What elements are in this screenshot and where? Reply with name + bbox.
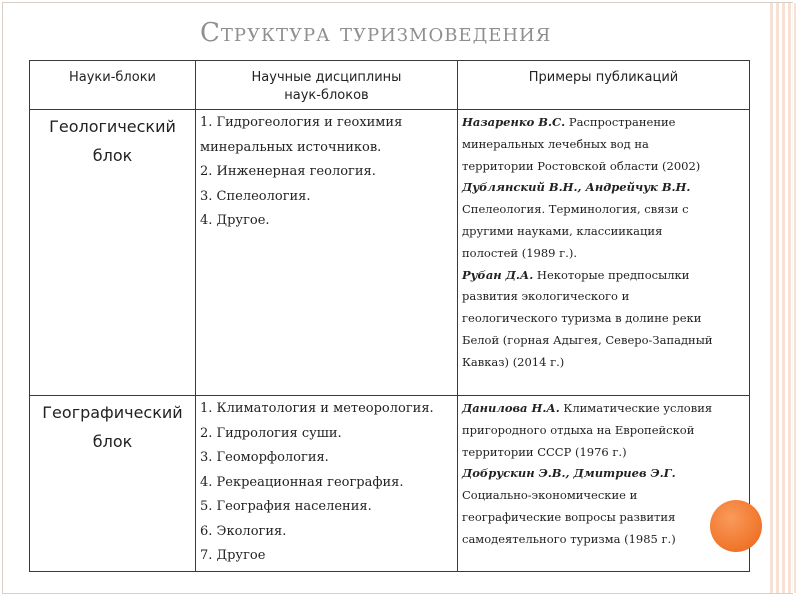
decorative-orange-circle bbox=[710, 500, 762, 552]
header-text: Научные дисциплины bbox=[251, 70, 402, 85]
header-text: Примеры публикаций bbox=[528, 70, 679, 85]
publication-text: Социально-экономические и bbox=[462, 488, 638, 503]
table-row-geographical bbox=[30, 396, 750, 572]
publication-text: территории СССР (1976 г.) bbox=[462, 444, 627, 459]
publication-text: геологического туризма в долине реки bbox=[462, 311, 702, 326]
discipline-item: 7. Другое bbox=[200, 548, 266, 563]
discipline-item: 3. Геоморфология. bbox=[200, 450, 329, 465]
publication-line bbox=[462, 243, 745, 265]
publication-author: Назаренко В.С. bbox=[462, 115, 566, 129]
publication-author: Рубан Д.А. bbox=[462, 267, 534, 282]
publication-text: Распространение bbox=[565, 115, 676, 129]
publication-line bbox=[462, 485, 745, 507]
discipline-item: 6. Экология. bbox=[200, 523, 287, 539]
discipline-item: 4. Рекреационная география. bbox=[200, 474, 404, 490]
publication-line bbox=[462, 286, 745, 308]
publication-line bbox=[462, 420, 745, 442]
publication-text: Спелеология. Терминология, связи с bbox=[462, 202, 689, 217]
publication-text: Климатические условия bbox=[559, 401, 713, 415]
block-name: Геологический bbox=[49, 117, 176, 136]
publication-text: Белой (горная Адыгея, Северо-Западный bbox=[462, 332, 713, 347]
publication-author: Дублянский В.Н., Андрейчук В.Н. bbox=[462, 180, 691, 195]
publication-author: Данилова Н.А. bbox=[462, 401, 560, 415]
table-row-geological bbox=[30, 110, 750, 396]
block-name: блок bbox=[92, 146, 133, 165]
publication-line bbox=[462, 156, 745, 178]
disciplines-cell bbox=[196, 110, 458, 396]
publication-line bbox=[462, 330, 745, 352]
publication-line bbox=[462, 134, 745, 156]
publication-text: развития экологического и bbox=[462, 289, 630, 304]
publications-cell bbox=[458, 110, 750, 396]
publication-line bbox=[462, 177, 745, 199]
block-cell bbox=[30, 396, 196, 572]
publication-line bbox=[462, 221, 745, 243]
discipline-item: 2. Инженерная геология. bbox=[200, 164, 376, 179]
discipline-item: 4. Другое. bbox=[200, 213, 270, 228]
discipline-item: 2. Гидрология суши. bbox=[200, 425, 342, 441]
publication-text: Кавказ) (2014 г.) bbox=[462, 354, 565, 369]
publication-line bbox=[462, 398, 745, 420]
publication-line bbox=[462, 463, 745, 485]
publication-line bbox=[462, 442, 745, 464]
header-publications bbox=[458, 61, 750, 110]
publication-text: полостей (1989 г.). bbox=[462, 245, 577, 260]
publication-text: самодеятельного туризма (1985 г.) bbox=[462, 531, 676, 546]
block-cell bbox=[30, 110, 196, 396]
table-header-row bbox=[30, 61, 750, 110]
publication-line bbox=[462, 529, 745, 551]
header-text: наук-блоков bbox=[284, 88, 369, 103]
discipline-item: 3. Спелеология. bbox=[200, 188, 311, 204]
publication-line bbox=[462, 265, 745, 287]
discipline-item: 1. Гидрогеология и геохимия bbox=[200, 115, 403, 130]
block-name: блок bbox=[92, 432, 133, 451]
publication-text: территории Ростовской области (2002) bbox=[462, 158, 701, 173]
discipline-item: 1. Климатология и метеорология. bbox=[200, 401, 434, 416]
publication-line bbox=[462, 199, 745, 221]
header-disciplines bbox=[196, 61, 458, 110]
tourism-structure-table bbox=[29, 60, 750, 572]
publication-author: Добрускин Э.В., Дмитриев Э.Г. bbox=[462, 466, 676, 481]
publication-line bbox=[462, 112, 745, 134]
publication-text: другими науками, классиикация bbox=[462, 223, 663, 238]
publications-cell bbox=[458, 396, 750, 572]
discipline-item: минеральных источников. bbox=[200, 139, 382, 155]
block-name: Географический bbox=[42, 403, 183, 422]
publication-text: минеральных лечебных вод на bbox=[462, 136, 649, 151]
publication-text: географические вопросы развития bbox=[462, 509, 676, 524]
publication-text: пригородного отдыха на Европейской bbox=[462, 422, 695, 437]
publication-line bbox=[462, 507, 745, 529]
slide-title: Структура туризмоведения bbox=[200, 18, 552, 48]
disciplines-cell bbox=[196, 396, 458, 572]
publication-line bbox=[462, 352, 745, 374]
discipline-item: 5. География населения. bbox=[200, 499, 372, 514]
header-text: Науки-блоки bbox=[68, 70, 156, 85]
header-science-blocks bbox=[30, 61, 196, 110]
publication-text: Некоторые предпосылки bbox=[533, 267, 690, 282]
decorative-stripe-band bbox=[770, 3, 796, 593]
publication-line bbox=[462, 308, 745, 330]
